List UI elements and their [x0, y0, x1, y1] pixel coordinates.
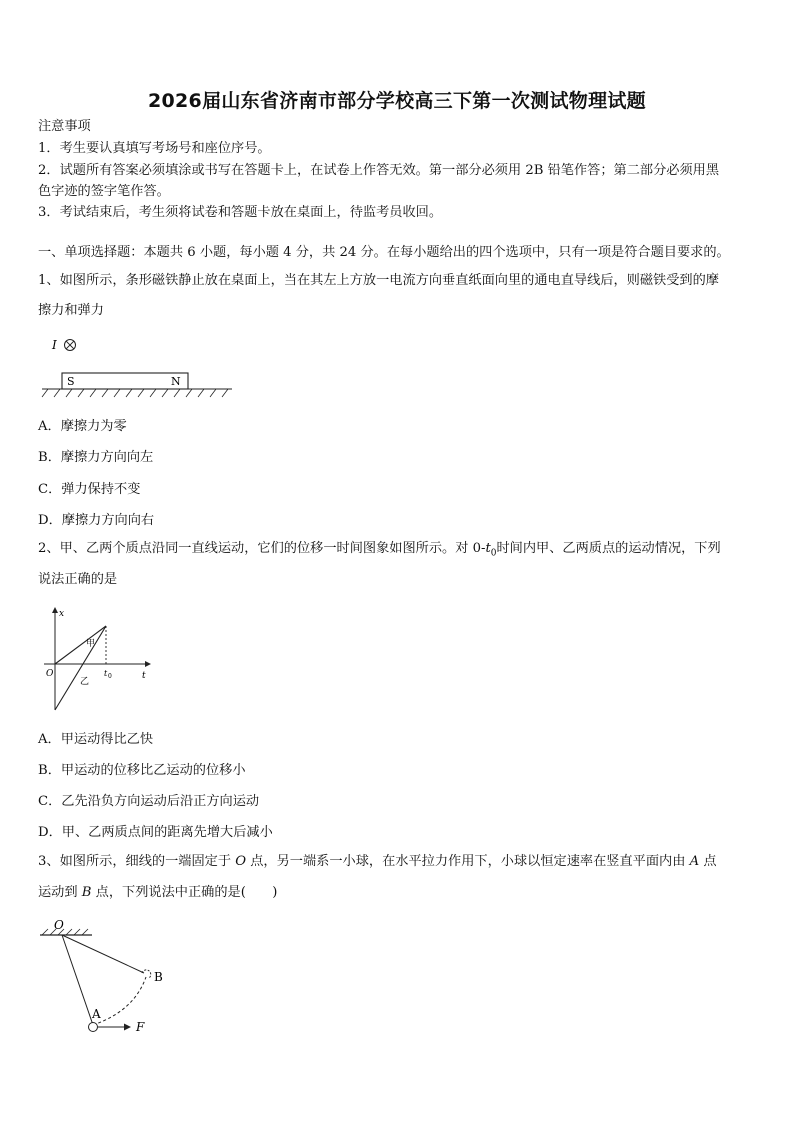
notice-item-2: 2．试题所有答案必须填涂或书写在答题卡上，在试卷上作答无效。第一部分必须用 2B 铅笔作答；第二部分必须用黑 [38, 163, 720, 178]
point-a-label: A [92, 1007, 101, 1021]
south-pole-label: S [67, 375, 75, 388]
q1-stem-line1: 1、如图所示，条形磁铁静止放在桌面上，当在其左上方放一电流方向垂直纸面向里的通电直导线后，则磁铁受到的摩 [38, 273, 719, 288]
ceiling-hatching [42, 929, 88, 935]
q3-stem-o: O [235, 854, 247, 869]
q2-stem-line2: 说法正确的是 [38, 572, 118, 587]
q3-stem-line1 [38, 853, 762, 871]
q3-stem-part2: 点，另一端系一小球，在水平拉力作用下，小球以恒定速率在竖直平面内由 [246, 854, 690, 869]
q1-option-a: A．摩擦力为零 [38, 419, 127, 434]
bar-magnet [62, 373, 188, 389]
page-title: 2026届山东省济南市部分学校高三下第一次测试物理试题 [148, 90, 646, 112]
q3-stem-part1: 3、如图所示，细线的一端固定于 [38, 854, 236, 869]
pivot-o-label: O [54, 918, 64, 932]
t0-label: t [104, 669, 108, 678]
yi-line [55, 626, 106, 710]
q3-stem-line2 [38, 884, 762, 902]
notice-item-1: 1．考生要认真填写考场号和座位序号。 [38, 141, 271, 156]
q2-option-a: A．甲运动得比乙快 [38, 732, 154, 747]
ball-at-b [142, 970, 151, 978]
q1-option-d: D．摩擦力方向向右 [38, 513, 155, 528]
q3-pendulum-figure [36, 915, 196, 1040]
current-label: I [52, 338, 57, 352]
q2-displacement-time-graph [40, 606, 160, 716]
notice-item-2-cont: 色字迹的签字笔作答。 [38, 184, 170, 199]
q3-stem-a: A [689, 854, 700, 869]
q2-option-c: C．乙先沿负方向运动后沿正方向运动 [38, 794, 260, 809]
q3-stem-part4: 运动到 [38, 885, 82, 900]
ball-path [93, 977, 146, 1025]
x-axis-label: t [142, 671, 146, 681]
force-f-label: F [136, 1020, 145, 1034]
q2-option-b: B．甲运动的位移比乙运动的位移小 [38, 763, 246, 778]
q3-stem-part3: 点 [699, 854, 717, 869]
notice-heading: 注意事项 [38, 119, 91, 134]
point-b-label: B [154, 970, 163, 984]
string-to-b [62, 935, 144, 973]
q2-option-d: D．甲、乙两质点间的距离先增大后减小 [38, 825, 273, 840]
table-hatching [42, 389, 228, 397]
t0-sub-label: 0 [108, 673, 112, 680]
ball-at-a [89, 1023, 98, 1032]
north-pole-label: N [171, 375, 181, 388]
q1-option-c: C．弹力保持不变 [38, 482, 141, 497]
q2-stem-part1: 2、甲、乙两个质点沿同一直线运动，它们的位移一时间图象如图所示。对 0- [38, 541, 486, 556]
y-axis-label: x [59, 609, 65, 619]
jia-line [55, 626, 106, 664]
notice-item-3: 3．考试结束后，考生须将试卷和答题卡放在桌面上，待监考员收回。 [38, 205, 443, 220]
q1-option-b: B．摩擦力方向向左 [38, 450, 154, 465]
q3-stem-part5: 点，下列说法中正确的是( ) [91, 885, 278, 900]
current-into-page-icon [65, 340, 76, 351]
q3-stem-b: B [81, 885, 92, 900]
q2-stem-t: t [485, 541, 491, 556]
q2-stem-line1 [38, 540, 762, 563]
string-to-a [62, 935, 93, 1025]
jia-label: 甲 [86, 639, 96, 649]
q1-magnet-figure [38, 333, 238, 405]
yi-label: 乙 [80, 677, 90, 687]
section-heading: 一、单项选择题：本题共 6 小题，每小题 4 分，共 24 分。在每小题给出的四个选项中，只有一项是符合题目要求的。 [38, 245, 730, 260]
q2-stem-part2: 时间内甲、乙两质点的运动情况，下列 [496, 541, 721, 556]
q2-stem-t-sub: 0 [490, 548, 497, 559]
q1-stem-line2: 擦力和弹力 [38, 303, 104, 318]
origin-label: O [46, 669, 54, 679]
